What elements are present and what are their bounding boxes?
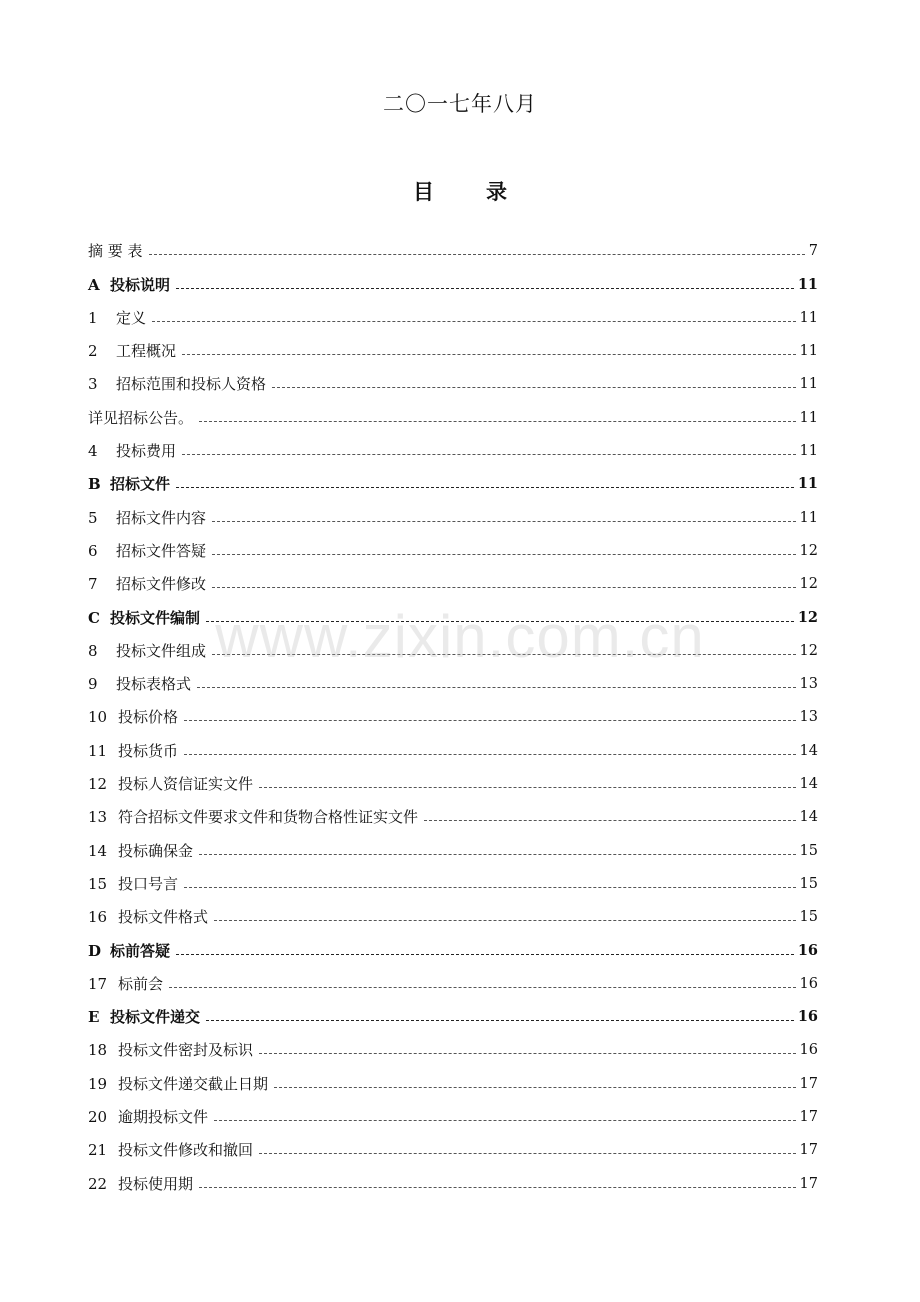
toc-entry-page: 15 [799, 842, 818, 859]
toc-entry-label: 工程概况 [116, 342, 177, 361]
toc-entry-number: E [88, 1008, 100, 1027]
toc-entry-number: A [88, 275, 100, 294]
dotted-leader [206, 621, 794, 622]
toc-entry-label: 招标文件 [110, 475, 171, 494]
dotted-leader [199, 854, 796, 855]
toc-entry-page: 16 [799, 975, 818, 992]
toc-entry-page: 11 [799, 443, 818, 460]
toc-entry-label: 投标使用期 [118, 1174, 194, 1193]
dotted-leader [176, 487, 794, 488]
toc-entry-page: 11 [799, 409, 818, 426]
toc-entry-page: 15 [799, 909, 818, 926]
toc-entry-number: 14 [88, 841, 108, 860]
toc-entry-page: 17 [799, 1175, 818, 1192]
toc-entry-label: 符合招标文件要求文件和货物合格性证实文件 [118, 808, 419, 827]
toc-entry-number: C [88, 608, 100, 627]
dotted-leader [212, 654, 796, 655]
toc-entry-label: 投标文件格式 [118, 908, 209, 927]
toc-entry-number: B [88, 475, 101, 494]
toc-entry[interactable] [88, 394, 818, 427]
toc-entry-label: 投标文件修改和撤回 [118, 1141, 254, 1160]
toc-entry-label: 招标文件内容 [116, 508, 207, 527]
toc-section-entry[interactable] [88, 927, 818, 960]
toc-entry-label: 标前答疑 [110, 941, 171, 960]
toc-entry-number: 8 [88, 641, 98, 660]
toc-entry[interactable] [88, 961, 818, 994]
toc-entry-page: 11 [799, 309, 818, 326]
toc-entry-label: 投标文件编制 [110, 608, 201, 627]
toc-entry-page: 17 [799, 1109, 818, 1126]
toc-entry[interactable] [88, 428, 818, 461]
toc-entry-page: 11 [799, 509, 818, 526]
dotted-leader [184, 754, 796, 755]
toc-entry-label: 投标费用 [116, 442, 177, 461]
toc-entry-label: 招标范围和投标人资格 [116, 375, 267, 394]
dotted-leader [176, 954, 794, 955]
toc-entry-label: 标前会 [118, 974, 164, 993]
toc-entry-page: 11 [799, 376, 818, 393]
dotted-leader [169, 987, 796, 988]
dotted-leader [199, 1187, 796, 1188]
dotted-leader [214, 920, 796, 921]
toc-entry-page: 16 [797, 941, 818, 959]
toc-entry-label: 投标说明 [110, 275, 171, 294]
toc-entry[interactable] [88, 827, 818, 860]
toc-entry-label: 投口号言 [118, 874, 179, 893]
toc-entry-number: 2 [88, 342, 98, 361]
toc-entry-number: 13 [88, 808, 108, 827]
toc-entry[interactable] [88, 794, 818, 827]
toc-entry-page: 12 [799, 576, 818, 593]
dotted-leader [272, 387, 796, 388]
document-date: 二〇一七年八月 [383, 92, 537, 116]
dotted-leader [259, 1053, 796, 1054]
toc-entry-label: 投标人资信证实文件 [118, 775, 254, 794]
dotted-leader [199, 421, 796, 422]
toc-title-left: 目 [413, 179, 434, 204]
toc-entry-label: 定义 [116, 308, 147, 327]
toc-entry[interactable] [88, 628, 818, 661]
toc-entry-number: 9 [88, 675, 98, 694]
toc-entry-number: 16 [88, 908, 108, 927]
toc-entry-number: 1 [88, 308, 98, 327]
toc-section-entry[interactable] [88, 994, 818, 1027]
watermark: www.zixin.com.cn [215, 603, 705, 670]
toc-entry-label: 详见招标公告。 [88, 408, 194, 427]
toc-entry-page: 14 [799, 809, 818, 826]
toc-entry-number: 4 [88, 442, 98, 461]
dotted-leader [212, 587, 796, 588]
toc-entry[interactable] [88, 361, 818, 394]
toc-entry-number: 18 [88, 1041, 108, 1060]
toc-entry-page: 13 [799, 676, 818, 693]
toc-entry-number: 6 [88, 541, 98, 560]
toc-entry-number: 11 [88, 741, 108, 760]
toc-entry[interactable] [88, 228, 818, 261]
toc-entry-page: 16 [797, 1008, 818, 1026]
toc-entry[interactable] [88, 861, 818, 894]
toc-entry-label: 招标文件答疑 [116, 541, 207, 560]
dotted-leader [149, 254, 805, 255]
toc-entry-number: D [88, 941, 102, 960]
toc-entry-page: 12 [799, 642, 818, 659]
toc-entry-label: 摘 要 表 [88, 242, 143, 261]
dotted-leader [176, 288, 794, 289]
table-of-contents [88, 228, 818, 1194]
toc-entry-number: 17 [88, 974, 108, 993]
dotted-leader [197, 687, 796, 688]
toc-entry-page: 11 [799, 343, 818, 360]
toc-entry-page: 17 [799, 1075, 818, 1092]
toc-entry[interactable] [88, 661, 818, 694]
toc-entry[interactable] [88, 295, 818, 328]
dotted-leader [212, 554, 796, 555]
toc-entry[interactable] [88, 1127, 818, 1160]
toc-entry-label: 招标文件修改 [116, 575, 207, 594]
toc-entry-label: 投标文件组成 [116, 641, 207, 660]
toc-entry-page: 11 [797, 475, 818, 493]
toc-section-entry[interactable] [88, 594, 818, 627]
dotted-leader [182, 454, 796, 455]
toc-section-entry[interactable] [88, 261, 818, 294]
toc-entry[interactable] [88, 1094, 818, 1127]
toc-entry[interactable] [88, 727, 818, 760]
dotted-leader [182, 354, 796, 355]
toc-entry[interactable] [88, 1027, 818, 1060]
toc-title [0, 176, 920, 206]
toc-entry-page: 17 [799, 1142, 818, 1159]
dotted-leader [206, 1020, 794, 1021]
dotted-leader [259, 1153, 796, 1154]
dotted-leader [152, 321, 796, 322]
dotted-leader [184, 720, 796, 721]
toc-entry-page: 12 [797, 608, 818, 626]
toc-entry-label: 投标文件递交 [110, 1008, 201, 1027]
toc-entry-label: 逾期投标文件 [118, 1108, 209, 1127]
toc-entry-number: 12 [88, 775, 108, 794]
dotted-leader [214, 1120, 796, 1121]
toc-entry-page: 13 [799, 709, 818, 726]
toc-entry-number: 20 [88, 1108, 108, 1127]
dotted-leader [184, 887, 796, 888]
toc-entry-page: 7 [808, 243, 818, 260]
toc-entry[interactable] [88, 761, 818, 794]
toc-entry-number: 10 [88, 708, 108, 727]
toc-entry-label: 投标货币 [118, 741, 179, 760]
toc-entry-page: 12 [799, 542, 818, 559]
toc-entry-number: 22 [88, 1174, 108, 1193]
toc-title-right: 录 [486, 179, 507, 204]
toc-entry[interactable] [88, 1160, 818, 1193]
dotted-leader [274, 1087, 796, 1088]
toc-entry-number: 7 [88, 575, 98, 594]
dotted-leader [212, 521, 796, 522]
dotted-leader [424, 820, 796, 821]
toc-entry[interactable] [88, 1060, 818, 1093]
dotted-leader [259, 787, 796, 788]
toc-entry[interactable] [88, 528, 818, 561]
toc-section-entry[interactable] [88, 461, 818, 494]
toc-entry[interactable] [88, 328, 818, 361]
toc-entry-page: 16 [799, 1042, 818, 1059]
toc-entry-number: 19 [88, 1074, 108, 1093]
toc-entry-number: 21 [88, 1141, 108, 1160]
toc-entry-label: 投标文件递交截止日期 [118, 1074, 269, 1093]
toc-entry[interactable] [88, 694, 818, 727]
toc-entry-number: 3 [88, 375, 98, 394]
toc-entry-page: 14 [799, 742, 818, 759]
toc-entry[interactable] [88, 561, 818, 594]
toc-entry[interactable] [88, 494, 818, 527]
toc-entry-page: 11 [797, 275, 818, 293]
toc-entry-label: 投标文件密封及标识 [118, 1041, 254, 1060]
toc-entry-label: 投标表格式 [116, 675, 192, 694]
toc-entry[interactable] [88, 894, 818, 927]
toc-entry-label: 投标价格 [118, 708, 179, 727]
toc-entry-number: 5 [88, 508, 98, 527]
toc-entry-page: 15 [799, 875, 818, 892]
toc-entry-number: 15 [88, 874, 108, 893]
toc-entry-label: 投标确保金 [118, 841, 194, 860]
toc-entry-page: 14 [799, 776, 818, 793]
